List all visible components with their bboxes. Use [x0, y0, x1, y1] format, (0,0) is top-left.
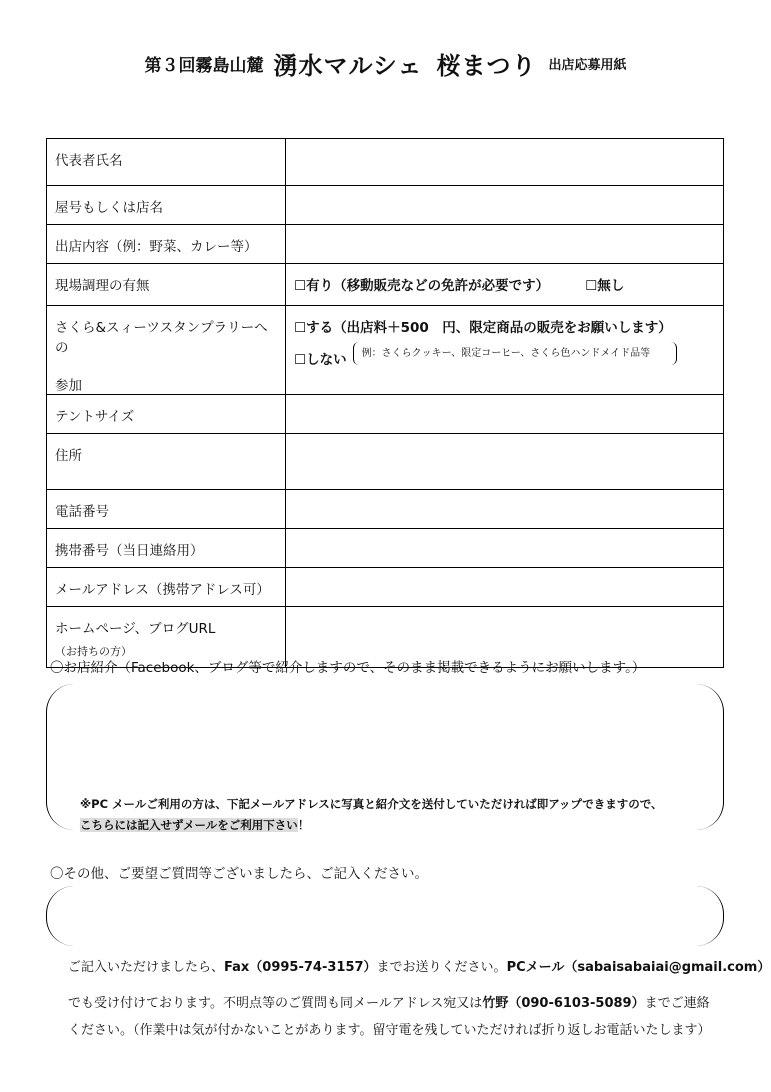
application-form-table — [46, 138, 724, 668]
cooking-yes-checkbox[interactable]: ☐有り（移動販売などの免許が必要です） — [294, 278, 550, 294]
shop-name-field[interactable] — [286, 186, 724, 225]
email-field[interactable] — [286, 568, 724, 607]
table-row — [47, 568, 724, 607]
intro-note-end: ！ — [297, 818, 310, 832]
form-label: 携帯番号（当日連絡用） — [47, 529, 286, 568]
table-row — [47, 395, 724, 434]
cooking-no-checkbox[interactable]: ☐無し — [585, 278, 625, 294]
intro-heading: 〇お店紹介（Facebook、ブログ等で紹介しますので、そのまま掲載できるようにお願いします。） — [50, 660, 646, 676]
other-textarea[interactable] — [46, 886, 724, 946]
title-main-2: 桜まつり — [436, 52, 537, 80]
page-title — [0, 46, 771, 81]
form-label: 出店内容（例：野菜、カレー等） — [47, 225, 286, 264]
pc-mail: PCメール（sabaisabaiai@gmail.com） — [506, 960, 771, 975]
title-main-1: 湧水マルシェ — [273, 52, 423, 80]
tent-size-field[interactable] — [286, 395, 724, 434]
mobile-field[interactable] — [286, 529, 724, 568]
intro-note-line-2 — [80, 817, 309, 833]
intro-note-line-1: ※PC メールご利用の方は、下記メールアドレスに写真と紹介文を送付していただければ即アップできますので、 — [80, 797, 663, 811]
table-row — [47, 264, 724, 306]
content-field[interactable] — [286, 225, 724, 264]
title-prefix: 第３回霧島山麓 — [144, 56, 264, 76]
table-row — [47, 225, 724, 264]
form-label: テントサイズ — [47, 395, 286, 434]
address-field[interactable] — [286, 434, 724, 490]
phone-field[interactable] — [286, 490, 724, 529]
form-label: 現場調理の有無 — [47, 264, 286, 306]
fax-number: Fax（0995-74-3157） — [224, 960, 377, 975]
form-label: 屋号もしくは店名 — [47, 186, 286, 225]
footer-line-2: でも受け付けております。不明点等のご質問も同メールアドレス宛又は竹野（090-6103-5089）までご連絡 — [68, 996, 710, 1011]
table-row — [47, 490, 724, 529]
form-label: 代表者氏名 — [47, 139, 286, 186]
table-row — [47, 529, 724, 568]
form-label: メールアドレス（携帯アドレス可） — [47, 568, 286, 607]
footer-line-3: ください。（作業中は気が付かないことがあります。留守電を残していただければ折り返しお電話いたします） — [68, 1023, 711, 1038]
footer-line-1: ご記入いただけましたら、Fax（0995-74-3157）までお送りください。PCメール（sabaisabaiai@gmail.com） — [68, 960, 771, 975]
form-label: 住所 — [47, 434, 286, 490]
rep-name-field[interactable] — [286, 139, 724, 186]
stamp-yes-checkbox[interactable]: ☐する（出店料＋500 円、限定商品の販売をお願いします） — [294, 320, 672, 336]
table-row — [47, 186, 724, 225]
other-heading: 〇その他、ご要望ご質問等ございましたら、ご記入ください。 — [50, 866, 428, 882]
form-label: ホームページ、ブログURL （お持ちの方） — [47, 607, 286, 668]
intro-note-highlight: こちらには記入せずメールをご利用下さい — [80, 818, 298, 832]
stamp-no-checkbox[interactable]: ☐しない — [294, 352, 347, 368]
table-row — [47, 434, 724, 490]
form-label: さくら&スィーツスタンプラリーへの 参加 — [47, 306, 286, 395]
cooking-options — [286, 264, 724, 306]
table-row — [47, 139, 724, 186]
stamp-example-note: 例：さくらクッキー、限定コーヒー、さくら色ハンドメイド品等 — [353, 342, 678, 365]
table-row — [47, 306, 724, 395]
form-label: 電話番号 — [47, 490, 286, 529]
contact-name: 竹野（090-6103-5089） — [482, 996, 645, 1011]
title-suffix: 出店応募用紙 — [548, 58, 627, 73]
stamp-rally-options — [286, 306, 724, 395]
